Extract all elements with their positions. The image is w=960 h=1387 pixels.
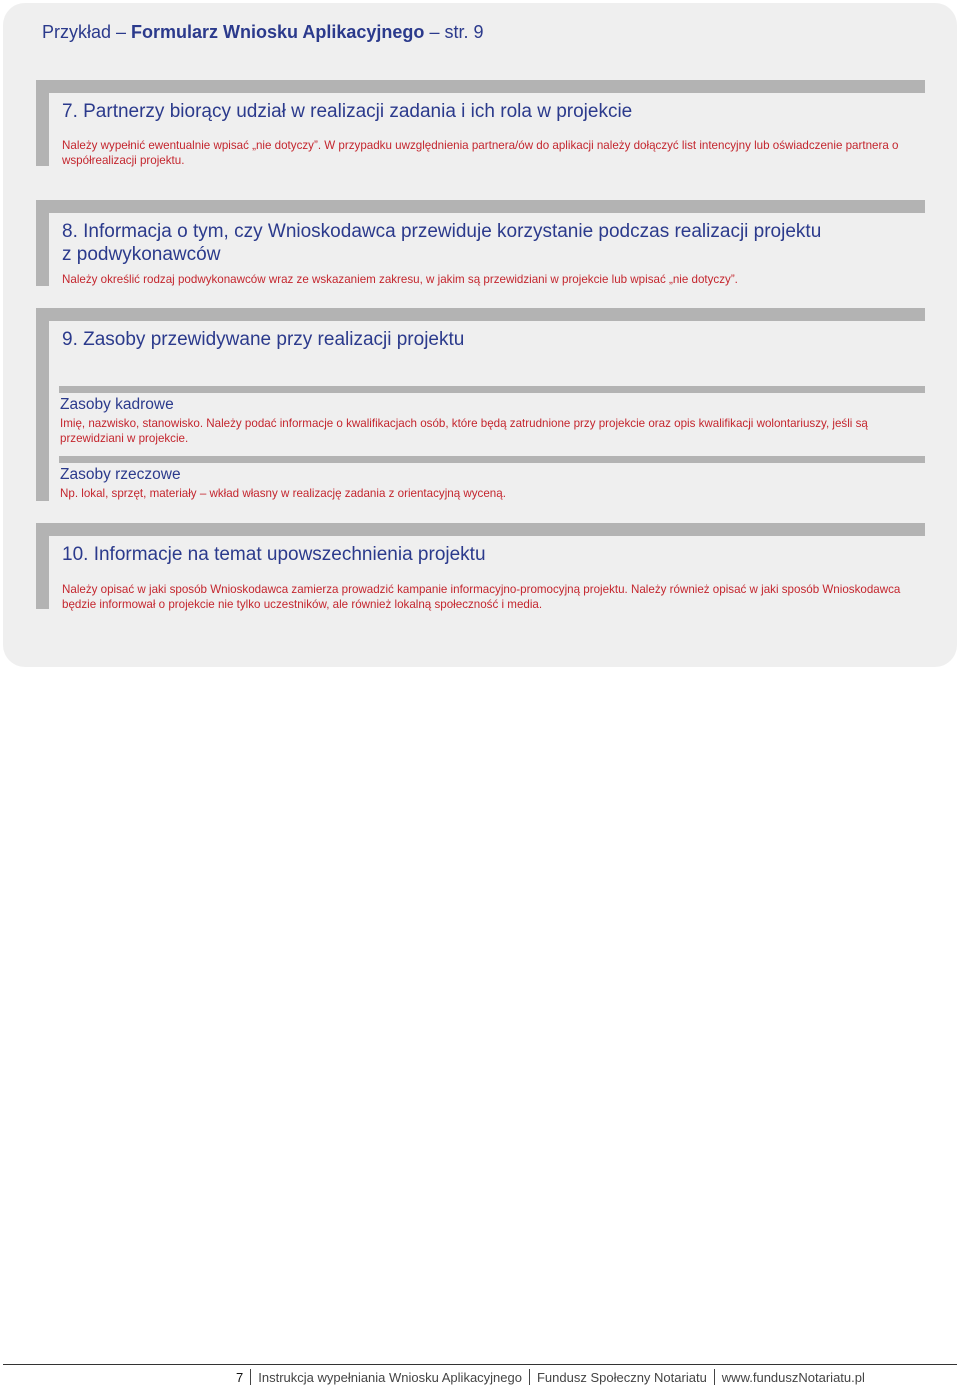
section-9-top-bar: [36, 308, 925, 321]
section-7-text: Należy wypełnić ewentualnie wpisać „nie dotyczy”. W przypadku uwzględnienia partnera/ów do aplikacji należy dołączyć list intencyjny lub oświadczenie partnera o współrealizacji projektu.: [62, 139, 899, 167]
section-8-text: Należy określić rodzaj podwykonawców wraz ze wskazaniem zakresu, w jakim są przewidziani w projekcie lub wpisać „nie dotyczy”.: [62, 273, 738, 286]
footer-rule: [3, 1364, 957, 1365]
section-9-side-bar: [36, 308, 49, 501]
footer-org-name: Fundusz Społeczny Notariatu: [536, 1369, 707, 1385]
rzeczowe-title: Zasoby rzeczowe: [60, 466, 181, 483]
page-footer: [236, 1369, 865, 1385]
section-8-top-bar: [36, 200, 925, 213]
footer-separator: [529, 1369, 530, 1385]
kadrowe-bar: [59, 386, 925, 393]
footer-separator: [714, 1369, 715, 1385]
page-header: [42, 22, 483, 43]
section-7-top-bar: [36, 80, 925, 93]
section-9-title: 9. Zasoby przewidywane przy realizacji projektu: [62, 329, 465, 350]
section-10-text: Należy opisać w jaki sposób Wnioskodawca zamierza prowadzić kampanie informacyjno-promocyjną projektu. Należy również opisać w jaki sposób Wnioskodawca będzie informował o projekcie nie tylko uczestników, ale również lokalną społeczność i media.: [62, 583, 901, 611]
kadrowe-text: Imię, nazwisko, stanowisko. Należy podać informacje o kwalifikacjach osób, które będą zatrudnione przy projekcie oraz opis kwalifikacji wolontariuszy, jeśli są przewidziani w projekcie.: [60, 417, 868, 445]
rzeczowe-bar: [59, 456, 925, 463]
page-number: 7: [236, 1369, 244, 1385]
section-8-side-bar: [36, 200, 49, 286]
section-10-title: 10. Informacje na temat upowszechnienia projektu: [62, 544, 486, 565]
footer-separator: [250, 1369, 251, 1385]
rzeczowe-text: Np. lokal, sprzęt, materiały – wkład własny w realizację zadania z orientacyjną wyceną.: [60, 487, 506, 500]
section-8-title-line-2: z podwykonawców: [62, 244, 221, 265]
section-7-side-bar: [36, 80, 49, 166]
kadrowe-title: Zasoby kadrowe: [60, 396, 174, 413]
header-suffix: – str. 9: [424, 22, 484, 42]
header-title: Formularz Wniosku Aplikacyjnego: [131, 22, 425, 42]
header-prefix: Przykład –: [42, 22, 132, 42]
section-10-top-bar: [36, 523, 925, 536]
section-8-title: [62, 220, 922, 266]
section-7-title: 7. Partnerzy biorący udział w realizacji zadania i ich rola w projekcie: [62, 101, 633, 122]
footer-url[interactable]: www.funduszNotariatu.pl: [721, 1369, 865, 1385]
footer-doc-name: Instrukcja wypełniania Wniosku Aplikacyjnego: [258, 1369, 522, 1385]
section-8-title-line-1: 8. Informacja o tym, czy Wnioskodawca przewiduje korzystanie podczas realizacji projektu: [62, 221, 822, 242]
section-10-side-bar: [36, 523, 49, 609]
